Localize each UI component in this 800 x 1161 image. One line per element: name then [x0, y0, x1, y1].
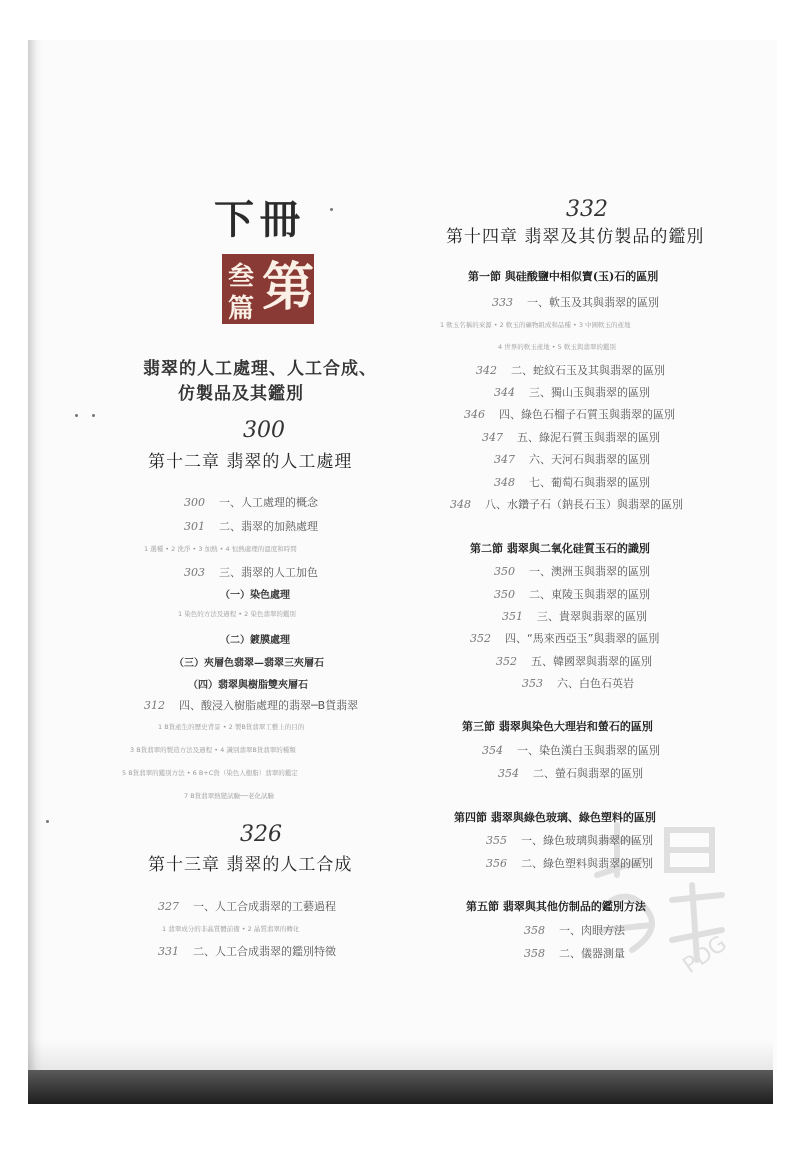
book-gutter-edge [28, 40, 42, 1100]
part-title-line-2: 仿製品及其鑑別 [178, 384, 304, 404]
toc-entry [494, 451, 650, 467]
toc-entry [184, 494, 318, 510]
toc-subtopics: 1 染色的方法及過程 • 2 染色翡翠的鑑別 [178, 610, 296, 618]
seal-char: 第 [262, 257, 315, 318]
toc-page-number: 352 [470, 632, 491, 645]
toc-entry [158, 898, 336, 914]
toc-entry-text: 四、綠色石榴子石質玉與翡翠的區別 [499, 408, 675, 421]
toc-entry-text: 一、澳洲玉與翡翠的區別 [529, 565, 650, 578]
section-3-heading: 第三節 翡翠與染色大理岩和螢石的區別 [462, 720, 653, 733]
toc-page-number: 331 [158, 945, 179, 958]
toc-subtopics: 3 B貨翡翠的製造方法及過程 • 4 識別翡翠B貨翡翠的種類 [130, 746, 296, 754]
toc-subtopics: 1 B貨產生的歷史背景 • 2 製B貨翡翠工藝上的目的 [158, 723, 305, 731]
toc-entry-text: 七、葡萄石與翡翠的區別 [529, 476, 650, 489]
speck [46, 820, 49, 823]
toc-entry [464, 406, 675, 422]
toc-page-number: 358 [524, 924, 545, 937]
toc-entry [496, 653, 652, 669]
toc-entry-text: 一、人工處理的概念 [219, 496, 318, 509]
toc-entry-text: 一、人工合成翡翠的工藝過程 [193, 900, 336, 913]
toc-entry-text: 二、綠色塑料與翡翠的區別 [521, 857, 653, 870]
toc-page-number: 347 [482, 431, 503, 444]
part-title-line-1: 翡翠的人工處理、人工合成、 [143, 359, 377, 379]
speck [92, 414, 95, 417]
chapter-14-page: 332 [566, 197, 608, 222]
toc-page-number: 353 [522, 677, 543, 690]
seal-char: 篇 [228, 294, 255, 324]
toc-subtopics: 5 B貨翡翠的鑑別方法 • 6 B+C貨（染色人樹脂）翡翠的鑑定 [122, 769, 298, 777]
seal-char: 叁 [228, 262, 255, 292]
chapter-13-title: 第十三章 翡翠的人工合成 [148, 855, 353, 875]
toc-entry-text: 二、翡翠的加熱處理 [219, 520, 318, 533]
toc-entry [494, 384, 650, 400]
toc-entry [470, 630, 659, 646]
toc-subtopics: 1 選種 • 2 洗淨 • 3 加熱 • 4 恒熱處理的溫度和時間 [144, 545, 297, 553]
toc-entry-text: 四、“馬來西亞玉”與翡翠的區別 [505, 632, 660, 645]
toc-entry [502, 608, 647, 624]
toc-page-number: 346 [464, 408, 485, 421]
part-three-seal-stamp [222, 254, 314, 324]
toc-entry-text: 二、儀器測量 [559, 947, 625, 960]
section-1-heading: 第一節 與硅酸鹽中相似寶(玉)石的區別 [468, 270, 659, 283]
toc-page-number: 355 [486, 834, 507, 847]
volume-title: 下冊 [214, 196, 306, 243]
toc-subheading: （四）翡翠與樹脂雙夾層石 [188, 680, 308, 691]
toc-page-number: 354 [498, 767, 519, 780]
toc-entry-text: 三、貴翠與翡翠的區別 [537, 610, 647, 623]
toc-entry-text: 八、水鑽子石（鈉長石玉）與翡翠的區別 [485, 498, 683, 511]
section-4-heading: 第四節 翡翠與綠色玻璃、綠色塑料的區別 [454, 811, 656, 824]
toc-entry-text: 一、軟玉及其與翡翠的區別 [527, 296, 659, 309]
toc-subtopics: 7 B貨翡翠熱變試驗──老化試驗 [184, 792, 274, 800]
toc-entry-text: 六、天河石與翡翠的區別 [529, 453, 650, 466]
toc-entry-text: 二、蛇紋石玉及其與翡翠的區別 [511, 364, 665, 377]
scanner-dark-band [28, 1070, 773, 1104]
toc-entry-text: 一、染色漢白玉與翡翠的區別 [517, 744, 660, 757]
toc-entry [494, 563, 650, 579]
toc-entry [144, 697, 358, 713]
toc-page-number: 356 [486, 857, 507, 870]
toc-entry [482, 429, 660, 445]
toc-entry [494, 474, 650, 490]
toc-entry [498, 765, 643, 781]
toc-page-number: 312 [144, 699, 165, 712]
toc-entry [522, 675, 634, 691]
toc-subtopics: 1 翡翠成分的非晶質體前備 • 2 晶質翡翠的轉化 [162, 925, 300, 933]
toc-subheading: （一）染色處理 [220, 590, 290, 601]
toc-entry [492, 294, 659, 310]
section-2-heading: 第二節 翡翠與二氧化硅質玉石的識別 [470, 542, 650, 555]
toc-page-number: 350 [494, 565, 515, 578]
chapter-14-title: 第十四章 翡翠及其仿製品的鑑別 [446, 227, 705, 247]
toc-page-number: 327 [158, 900, 179, 913]
toc-page-number: 354 [482, 744, 503, 757]
toc-entry-text: 六、白色石英岩 [557, 677, 634, 690]
toc-entry-text: 五、綠泥石質玉與翡翠的區別 [517, 431, 660, 444]
toc-entry [158, 943, 336, 959]
toc-entry-text: 三、獨山玉與翡翠的區別 [529, 386, 650, 399]
toc-entry-text: 二、螢石與翡翠的區別 [533, 767, 643, 780]
toc-entry [450, 496, 683, 512]
toc-entry [184, 564, 318, 580]
section-5-heading: 第五節 翡翠與其他仿制品的鑑別方法 [466, 900, 646, 913]
toc-entry-text: 五、韓國翠與翡翠的區別 [531, 655, 652, 668]
chapter-12-page: 300 [243, 418, 285, 443]
toc-entry-text: 一、肉眼方法 [559, 924, 625, 937]
chapter-12-title: 第十二章 翡翠的人工處理 [148, 452, 353, 472]
toc-page-number: 344 [494, 386, 515, 399]
toc-page-number: 333 [492, 296, 513, 309]
toc-page-number: 348 [450, 498, 471, 511]
toc-entry [494, 586, 650, 602]
toc-subheading: （三）夾層色翡翠—翡翠三夾層石 [174, 658, 324, 669]
toc-entry-text: 二、東陵玉與翡翠的區別 [529, 588, 650, 601]
toc-page-number: 300 [184, 496, 205, 509]
toc-page-number: 301 [184, 520, 205, 533]
toc-entry-text: 三、翡翠的人工加色 [219, 566, 318, 579]
toc-page-number: 351 [502, 610, 523, 623]
toc-subtopics: 1 軟玉名稱的來源 • 2 軟玉的礦物組成和品種 • 3 中國軟玉的產地 [440, 321, 631, 329]
speck [330, 208, 333, 211]
toc-page-number: 350 [494, 588, 515, 601]
toc-page-number: 348 [494, 476, 515, 489]
toc-entry [476, 362, 665, 378]
toc-entry-text: 二、人工合成翡翠的鑑別特徵 [193, 945, 336, 958]
toc-entry-text: 一、綠色玻璃與翡翠的區別 [521, 834, 653, 847]
toc-page-number: 358 [524, 947, 545, 960]
toc-subtopics: 4 世界的軟玉產地 • 5 軟玉與翡翠的鑑別 [498, 343, 616, 351]
toc-entry [184, 518, 318, 534]
toc-subheading: （二）鍍膜處理 [220, 635, 290, 646]
page-bottom-shadow [28, 1040, 773, 1070]
toc-page-number: 352 [496, 655, 517, 668]
toc-page-number: 342 [476, 364, 497, 377]
speck [75, 414, 78, 417]
toc-page-number: 347 [494, 453, 515, 466]
pdg-watermark-icon [572, 800, 752, 980]
toc-entry [482, 742, 660, 758]
watermark-label: PDG [678, 931, 732, 979]
chapter-13-page: 326 [240, 822, 282, 847]
toc-page-number: 303 [184, 566, 205, 579]
toc-entry-text: 四、酸浸入樹脂處理的翡翠─B貨翡翠 [179, 699, 359, 712]
